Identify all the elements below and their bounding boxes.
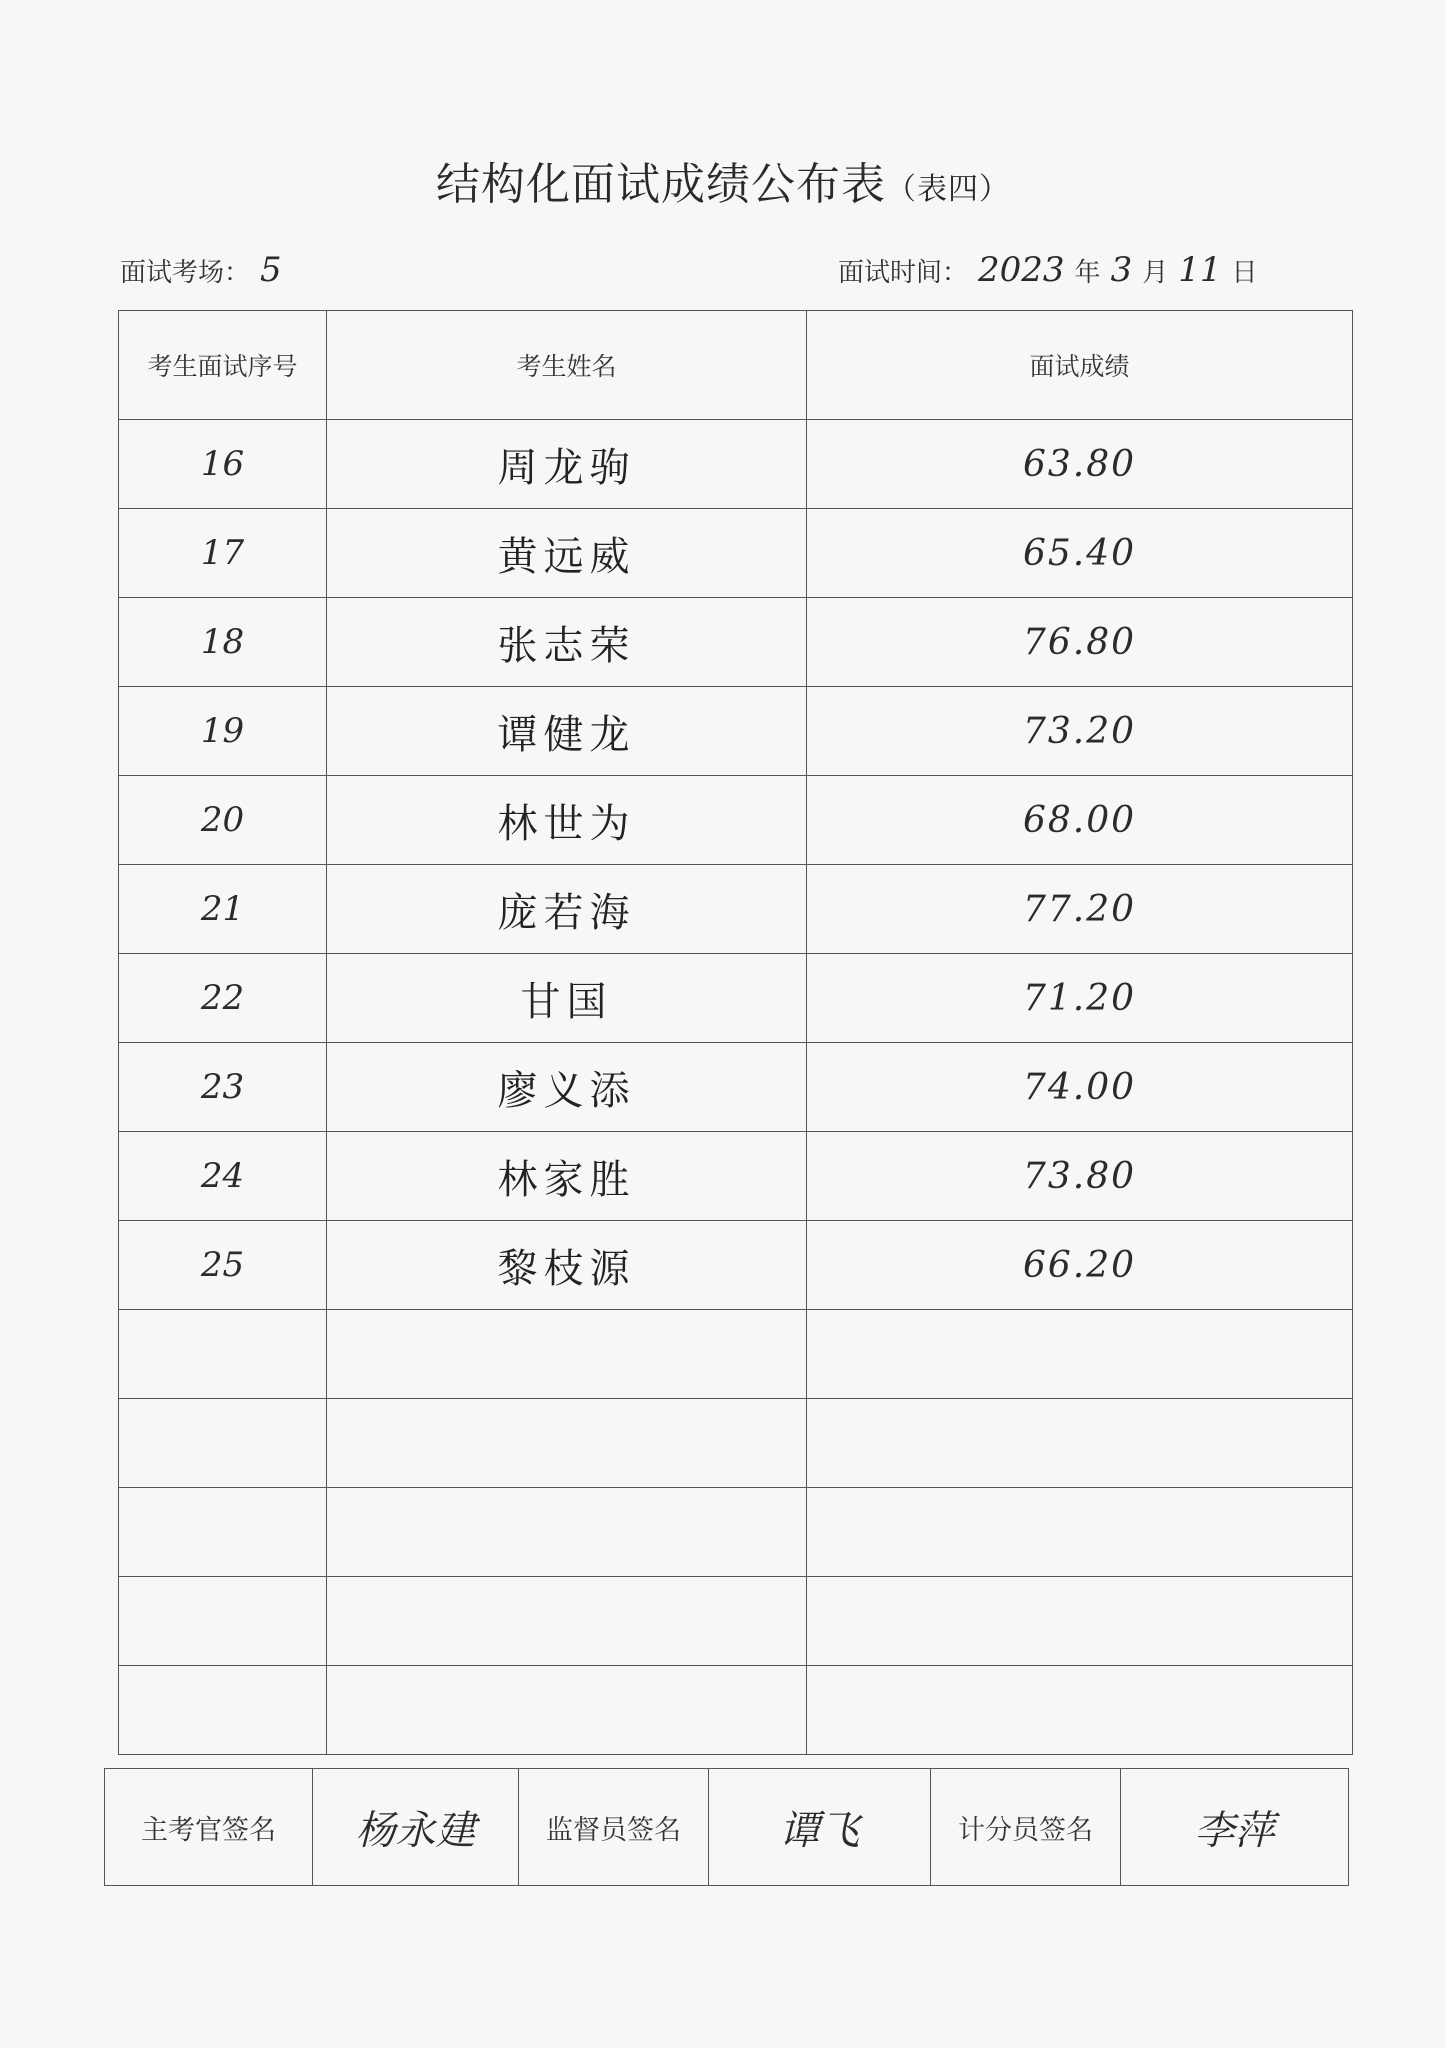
score-cell: 74.00 bbox=[807, 1043, 1353, 1132]
signature-row bbox=[105, 1769, 1349, 1886]
scorer-signature: 李萍 bbox=[1121, 1769, 1349, 1886]
table-row bbox=[119, 598, 1353, 687]
score-cell: 66.20 bbox=[807, 1221, 1353, 1310]
seq-cell: 25 bbox=[119, 1221, 327, 1310]
score-cell: 63.80 bbox=[807, 420, 1353, 509]
table-row bbox=[119, 1221, 1353, 1310]
name-cell: 甘国 bbox=[327, 954, 807, 1043]
table-row bbox=[119, 1132, 1353, 1221]
seq-cell: 23 bbox=[119, 1043, 327, 1132]
supervisor-label: 监督员签名 bbox=[519, 1769, 709, 1886]
exam-time bbox=[838, 250, 1258, 290]
empty-cell bbox=[327, 1577, 807, 1666]
empty-cell bbox=[119, 1666, 327, 1755]
empty-cell bbox=[807, 1577, 1353, 1666]
score-table bbox=[118, 310, 1353, 1755]
header-row bbox=[119, 311, 1353, 420]
empty-row bbox=[119, 1577, 1353, 1666]
examiner-signature: 杨永建 bbox=[313, 1769, 519, 1886]
exam-time-label: 面试时间： bbox=[838, 258, 969, 288]
exam-room-label: 面试考场： bbox=[120, 258, 251, 288]
empty-cell bbox=[119, 1488, 327, 1577]
examiner-label: 主考官签名 bbox=[105, 1769, 313, 1886]
table-row bbox=[119, 865, 1353, 954]
seq-cell: 16 bbox=[119, 420, 327, 509]
name-cell: 林世为 bbox=[327, 776, 807, 865]
empty-row bbox=[119, 1399, 1353, 1488]
name-cell: 林家胜 bbox=[327, 1132, 807, 1221]
empty-cell bbox=[327, 1488, 807, 1577]
empty-row bbox=[119, 1666, 1353, 1755]
exam-month: 3 bbox=[1110, 250, 1133, 290]
exam-year: 2023 bbox=[978, 250, 1065, 290]
table-row bbox=[119, 420, 1353, 509]
empty-cell bbox=[119, 1310, 327, 1399]
empty-cell bbox=[807, 1310, 1353, 1399]
empty-cell bbox=[119, 1399, 327, 1488]
score-cell: 68.00 bbox=[807, 776, 1353, 865]
exam-room-value: 5 bbox=[260, 250, 282, 290]
header-name: 考生姓名 bbox=[327, 311, 807, 420]
score-cell: 65.40 bbox=[807, 509, 1353, 598]
exam-day: 11 bbox=[1178, 250, 1222, 290]
empty-row bbox=[119, 1310, 1353, 1399]
score-cell: 73.20 bbox=[807, 687, 1353, 776]
score-cell: 71.20 bbox=[807, 954, 1353, 1043]
title-text: 结构化面试成绩公布表 bbox=[436, 159, 886, 210]
name-cell: 黎枝源 bbox=[327, 1221, 807, 1310]
table-row bbox=[119, 509, 1353, 598]
name-cell: 周龙驹 bbox=[327, 420, 807, 509]
day-unit: 日 bbox=[1231, 258, 1258, 288]
name-cell: 庞若海 bbox=[327, 865, 807, 954]
supervisor-signature: 谭飞 bbox=[709, 1769, 931, 1886]
seq-cell: 24 bbox=[119, 1132, 327, 1221]
name-cell: 谭健龙 bbox=[327, 687, 807, 776]
table-row bbox=[119, 1043, 1353, 1132]
title-suffix: （表四） bbox=[886, 172, 1010, 207]
page-title bbox=[0, 148, 1446, 212]
header-score: 面试成绩 bbox=[807, 311, 1353, 420]
seq-cell: 19 bbox=[119, 687, 327, 776]
seq-cell: 18 bbox=[119, 598, 327, 687]
empty-cell bbox=[807, 1488, 1353, 1577]
seq-cell: 21 bbox=[119, 865, 327, 954]
name-cell: 黄远威 bbox=[327, 509, 807, 598]
table-row bbox=[119, 776, 1353, 865]
score-cell: 73.80 bbox=[807, 1132, 1353, 1221]
header-seq: 考生面试序号 bbox=[119, 311, 327, 420]
table-row bbox=[119, 687, 1353, 776]
table-row bbox=[119, 954, 1353, 1043]
signature-table bbox=[104, 1768, 1349, 1886]
seq-cell: 20 bbox=[119, 776, 327, 865]
empty-cell bbox=[327, 1310, 807, 1399]
empty-row bbox=[119, 1488, 1353, 1577]
scorer-label: 计分员签名 bbox=[931, 1769, 1121, 1886]
seq-cell: 22 bbox=[119, 954, 327, 1043]
month-unit: 月 bbox=[1142, 258, 1169, 288]
empty-cell bbox=[327, 1399, 807, 1488]
year-unit: 年 bbox=[1074, 258, 1101, 288]
empty-cell bbox=[327, 1666, 807, 1755]
score-cell: 77.20 bbox=[807, 865, 1353, 954]
name-cell: 廖义添 bbox=[327, 1043, 807, 1132]
empty-cell bbox=[807, 1666, 1353, 1755]
empty-cell bbox=[807, 1399, 1353, 1488]
seq-cell: 17 bbox=[119, 509, 327, 598]
exam-room bbox=[120, 250, 292, 290]
name-cell: 张志荣 bbox=[327, 598, 807, 687]
score-cell: 76.80 bbox=[807, 598, 1353, 687]
empty-cell bbox=[119, 1577, 327, 1666]
